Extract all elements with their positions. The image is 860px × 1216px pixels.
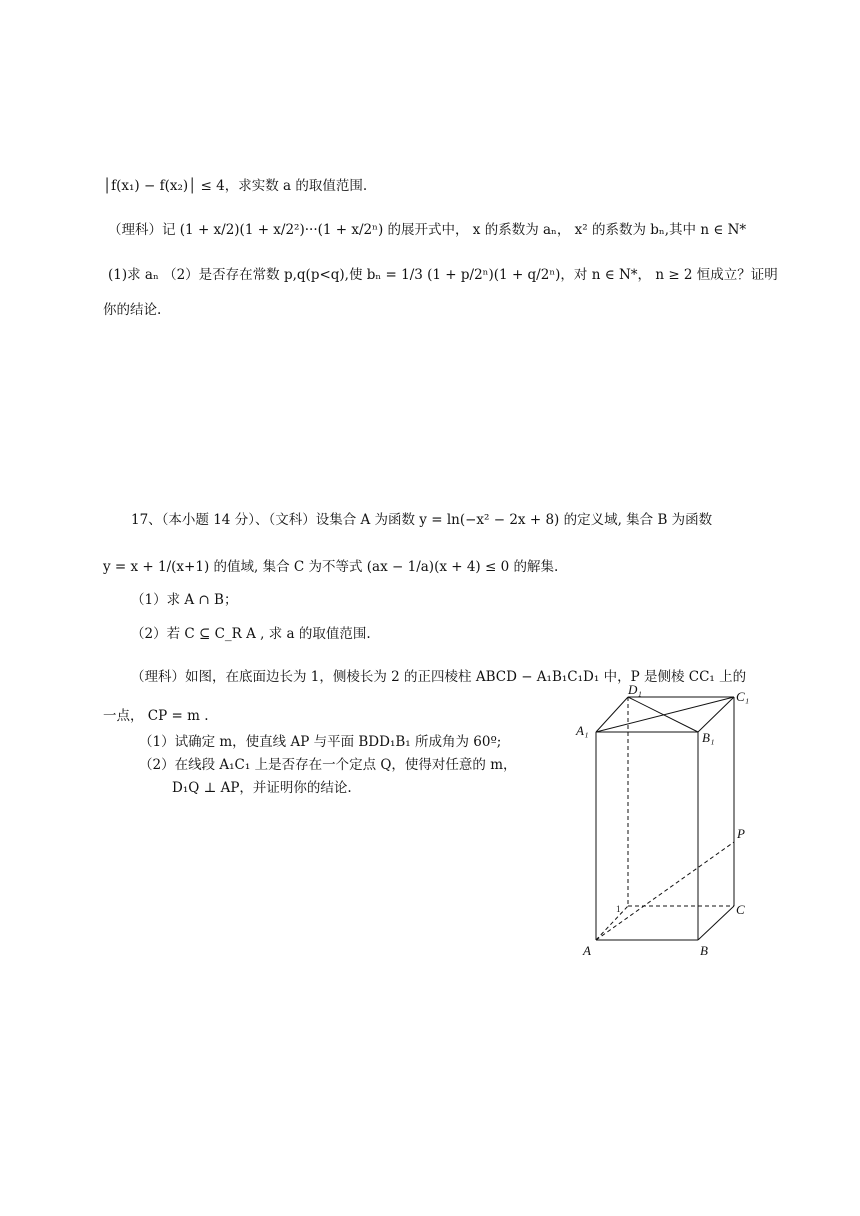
text-line-condition: │f(x₁) − f(x₂)│ ≤ 4，求实数 a 的取值范围.	[103, 178, 368, 194]
text-line-prism-part-1: （1）试确定 m，使直线 AP 与平面 BDD₁B₁ 所成角为 60º;	[139, 734, 502, 750]
label-D: 1	[616, 904, 621, 914]
text-line-conclusion: 你的结论.	[103, 302, 162, 318]
text-line-li-ke-intro: （理科）记 (1 + x/2)(1 + x/2²)···(1 + x/2ⁿ) 的展开式中， x 的系数为 aₙ， x² 的系数为 bₙ,其中 n ∈ N*	[108, 222, 747, 238]
label-B: B	[700, 943, 708, 958]
label-A1: A₁	[576, 723, 589, 738]
text-line-prism-part-2b: D₁Q ⊥ AP，并证明你的结论.	[172, 780, 352, 796]
label-B1: B₁	[702, 730, 715, 745]
prism-figure	[570, 680, 770, 965]
text-line-part-1: （1）求 A ∩ B；	[131, 592, 238, 608]
text-line-point-p: 一点， CP = m .	[103, 708, 209, 724]
label-D1: D₁	[628, 682, 642, 697]
label-A: A	[583, 943, 591, 958]
text-line-question-1-2: (1)求 aₙ （2）是否存在常数 p,q(p<q),使 bₙ = 1/3 (1 + p/2ⁿ)(1 + q/2ⁿ)，对 n ∈ N*， n ≥ 2 恒成立？证明	[108, 267, 778, 283]
text-line-li-ke-prism: （理科）如图，在底面边长为 1，侧棱长为 2 的正四棱柱 ABCD − A₁B₁C₁D₁ 中，P 是侧棱 CC₁ 上的	[131, 669, 747, 685]
text-line-prism-part-2: （2）在线段 A₁C₁ 上是否存在一个定点 Q，使得对任意的 m，	[139, 757, 517, 773]
label-C: C	[736, 902, 745, 917]
prism-diagram	[570, 680, 770, 965]
text-line-part-2: （2）若 C ⊆ C_R A , 求 a 的取值范围.	[131, 626, 371, 642]
text-line-problem-17-sets: y = x + 1/(x+1) 的值域, 集合 C 为不等式 (ax − 1/a)(x + 4) ≤ 0 的解集.	[103, 559, 559, 575]
text-line-problem-17-header: 17、（本小题 14 分）、（文科）设集合 A 为函数 y = ln(−x² − 2x + 8) 的定义域, 集合 B 为函数	[131, 512, 713, 528]
label-P: P	[737, 826, 745, 841]
label-C1: C₁	[736, 689, 750, 704]
